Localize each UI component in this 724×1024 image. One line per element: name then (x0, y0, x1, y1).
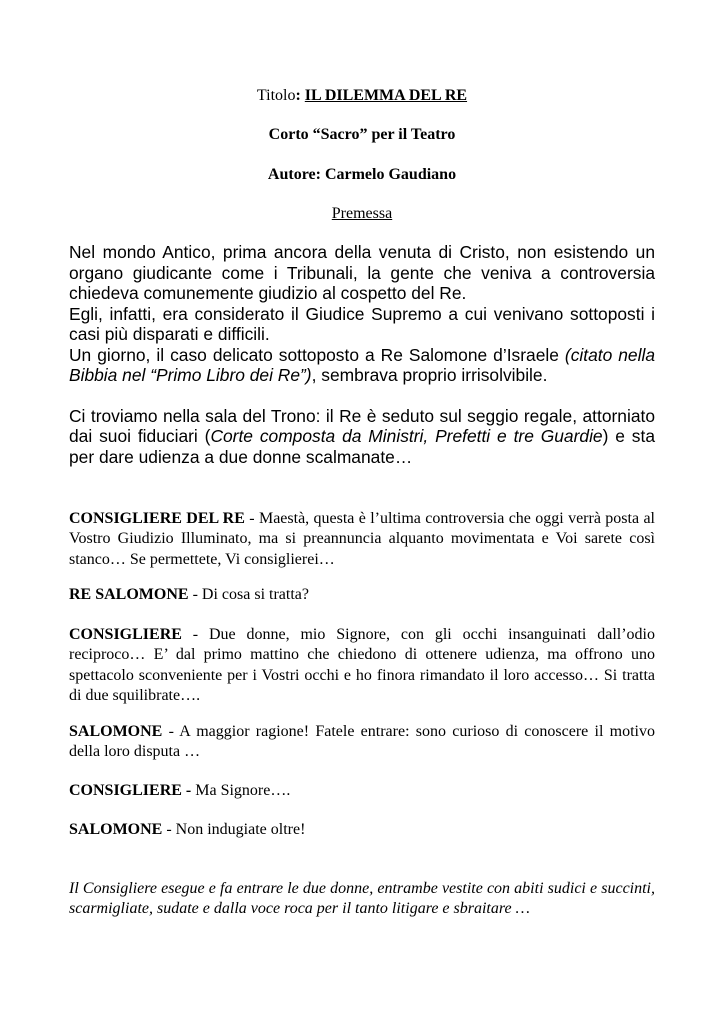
play-title: IL DILEMMA DEL RE (304, 87, 468, 104)
speaker-name: SALOMONE (69, 821, 163, 838)
spoken-text: - Di cosa si tratta? (188, 586, 309, 603)
premise-text-run: , sembrava proprio irrisolvibile. (311, 365, 548, 385)
dialogue-line (69, 820, 655, 840)
speaker-name: CONSIGLIERE (69, 626, 182, 643)
dialogue-line (69, 625, 655, 707)
dialogue-block (69, 509, 655, 570)
premise-text-run: Ci troviamo nella sala del Trono: il Re è seduto sul seggio regale, attorniato dai suoi fiduciari ( (69, 405, 655, 446)
speaker-name: SALOMONE (69, 723, 163, 740)
play-author: Autore: Carmelo Gaudiano (267, 166, 457, 183)
spoken-text: - Due donne, mio Signore, con gli occhi insanguinati dall’odio reciproco… E’ dal primo mattino che chiedono di ottenere udienza, ma offrono uno spettacolo sconveniente per i Vostri occhi e ho finora rimandato il loro accesso… Si tratta di due squilibrate…. (69, 626, 655, 705)
premise-text (69, 242, 655, 467)
title-colon: : (295, 87, 305, 104)
spoken-text: - Maestà, questa è l’ultima controversia che oggi verrà posta al Vostro Giudizio Illuminato, ma si preannuncia alquanto movimentata e Voi sarete così stanco… Se permettete, Vi consiglierei… (69, 510, 655, 568)
premise-paragraph (69, 406, 655, 468)
title-label: Titolo (256, 87, 296, 104)
spoken-text: Ma Signore…. (191, 782, 291, 799)
title-line (0, 87, 724, 105)
premise-paragraph (69, 345, 655, 386)
section-heading: Premessa (331, 205, 393, 222)
dialogue-line (69, 781, 655, 801)
dialogue-block (69, 722, 655, 763)
spoken-text: - A maggior ragione! Fatele entrare: sono curioso di conoscere il motivo della loro disputa … (69, 723, 655, 761)
court-description: Corte composta da Ministri, Prefetti e tre Guardie (210, 426, 603, 446)
stage-direction: Il Consigliere esegue e fa entrare le due donne, entrambe vestite con abiti sudici e succinti, scarmigliate, sudate e dalla voce roca per il tanto litigare e sbraitare … (69, 880, 655, 918)
speaker-name: CONSIGLIERE DEL RE (69, 510, 245, 527)
spoken-text: - Non indugiate oltre! (162, 821, 306, 838)
dialogue-line (69, 509, 655, 570)
play-subtitle: Corto “Sacro” per il Teatro (268, 126, 456, 143)
premise-text-run: Un giorno, il caso delicato sottoposto a Re Salomone d’Israele (69, 344, 565, 365)
dialogue-line (69, 585, 655, 605)
premise-text-run: ) e sta per dare udienza a due donne scalmanate… (69, 426, 656, 467)
dialogue-block (69, 781, 655, 801)
dialogue-block (69, 820, 655, 840)
dialogue-line (69, 722, 655, 763)
speaker-name: RE SALOMONE (69, 586, 189, 603)
dialogue-block (69, 585, 655, 605)
speaker-name: CONSIGLIERE - (69, 782, 192, 799)
premise-paragraph: Egli, infatti, era considerato il Giudice Supremo a cui venivano sottoposti i casi più disparati e difficili. (69, 303, 655, 344)
premise-paragraph: Nel mondo Antico, prima ancora della venuta di Cristo, non esistendo un organo giudicante come i Tribunali, la gente che veniva a controversia chiedeva comunemente giudizio al cospetto del Re. (69, 242, 655, 303)
bible-citation: (citato nella Bibbia nel “Primo Libro dei Re”) (69, 344, 655, 385)
dialogue-block (69, 625, 655, 707)
